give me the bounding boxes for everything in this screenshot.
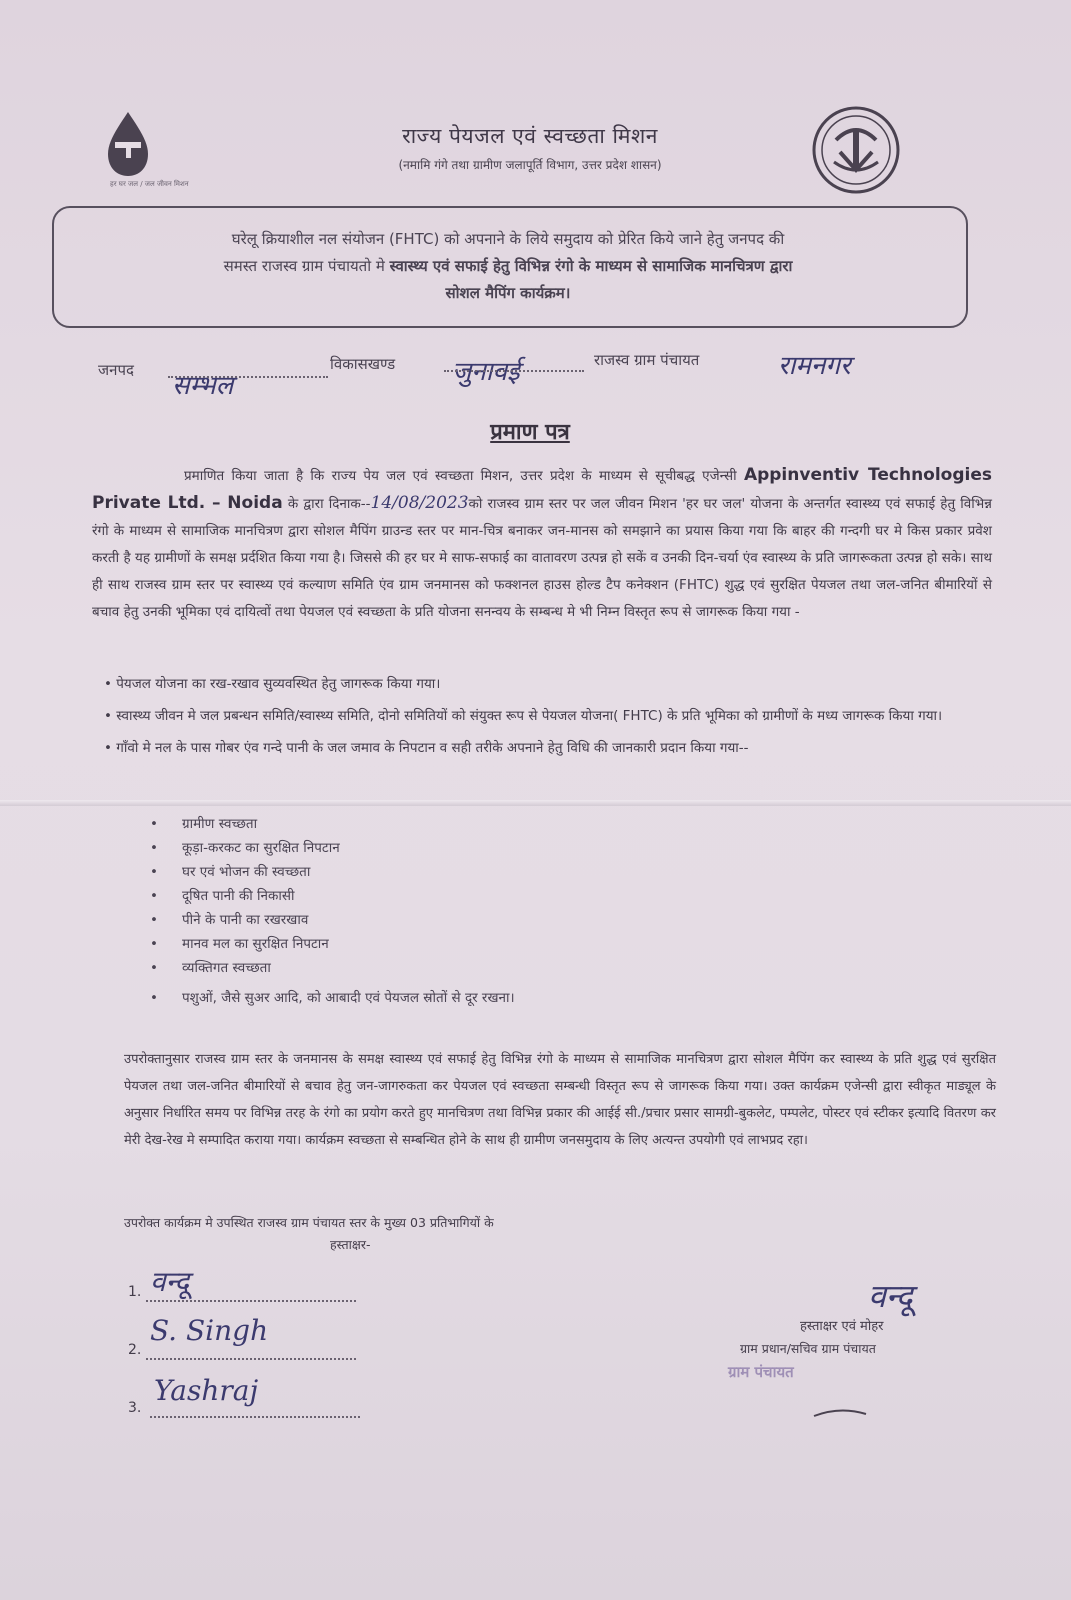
body-rest: को राजस्व ग्राम स्तर पर जल जीवन मिशन 'हर घर जल' योजना के अन्तर्गत स्वास्थ्य एवं सफाई हेतु विभिन्न रंगो के माध्यम से सामाजिक मानचित्रण द्वारा सोशल मैपिंग ग्राउन्ड स्तर पर मान-चित्र बनाकर जन-मानस को समझाने का प्रयास किया गया कि बाहर की गन्दगी घर मे किस प्रकार प्रवेश करती है यह ग्रामीणों के समक्ष प्रर्दशित किया गया है। जिससे की हर घर मे साफ-सफाई का वातावरण उत्पन्न हो सकें व उनकी दिन-चर्या एंव स्वास्थ्य के प्रति जागरूकता उत्पन्न हो सके। साथ ही साथ राजस्व ग्राम स्तर पर स्वास्थ्य एवं कल्याण समिति एंव ग्राम जनमानस को फक्शनल हाउस होल्ड टैप कनेक्शन (FHTC) शुद्ध एवं सुरक्षित पेयजल तथा जल-जनित बीमारियों से बचाव हेतु उनकी भूमिका एवं दायित्वों तथा पेयजल एवं स्वच्छता के प्रति योजना सनन्वय के सम्बन्ध मे भी निम्न विस्तृत रूप से जागरूक किया गया - [92, 496, 992, 620]
banner-line-2-plain: समस्त राजस्व ग्राम पंचायतो मे [223, 257, 385, 275]
program-date: 14/08/2023 [370, 493, 469, 513]
banner-line-3: सोशल मैपिंग कार्यक्रम। [445, 284, 571, 302]
topic-item: • कूड़ा-करकट का सुरक्षित निपटान [150, 840, 340, 856]
village-panchayat-stamp: ग्राम पंचायत [728, 1363, 794, 1381]
mission-subtitle: (नमामि गंगे तथा ग्रामीण जलापूर्ति विभाग, उत्तर प्रदेश शासन) [398, 158, 662, 172]
district-value: सम्भल [172, 371, 234, 401]
pradhan-signature: वन्दू [868, 1277, 913, 1315]
topic-item: • पीने के पानी का रखरखाव [150, 912, 309, 928]
block-label: विकासखण्ड [330, 355, 396, 373]
signature-number-1: 1. [128, 1284, 142, 1300]
up-state-emblem [806, 100, 906, 200]
sign-stamp-label: हस्ताक्षर एवं मोहर [800, 1319, 884, 1334]
jal-jeevan-mission-logo [100, 108, 190, 198]
participants-caption-2: हस्ताक्षर- [330, 1237, 371, 1252]
topic-item: • पशुओं, जैसे सुअर आदि, को आबादी एवं पेयजल स्रोतों से दूर रखना। [150, 990, 515, 1006]
signature-dots-1 [146, 1300, 356, 1302]
pradhan-role: ग्राम प्रधान/सचिव ग्राम पंचायत [740, 1341, 876, 1356]
topic-item: • ग्रामीण स्वच्छता [150, 816, 258, 832]
signature-dots-2 [146, 1358, 356, 1360]
district-label: जनपद [98, 361, 134, 379]
closing-paragraph: उपरोक्तानुसार राजस्व ग्राम स्तर के जनमानस के समक्ष स्वास्थ्य एवं सफाई हेतु विभिन्न रंगो के माध्यम से सामाजिक मानचित्रण द्वारा सोशल मैपिंग कर स्वास्थ्य के प्रति शुद्ध एवं सुरक्षित पेयजल तथा जल-जनित बीमारियों से बचाव हेतु जन-जागरुकता कर पेयजल एवं स्वच्छता सम्बन्धी विस्तृत रूप से जागरूक किया गया। उक्त कार्यक्रम एजेन्सी द्वारा स्वीकृत माड्यूल के अनुसार निर्धारित समय पर विभिन्न तरह के रंगो का प्रयोग करते हुए मानचित्रण तथा विभिन्न प्रकार की आईई सी./प्रचार प्रसार सामग्री-बुकलेट, पम्पलेट, पोस्टर एवं स्टीकर इत्यादि वितरण कर मेरी देख-रेख मे सम्पादित कराया गया। कार्यक्रम स्वच्छता से सम्बन्धित होने के साथ ही ग्रामीण जनसमुदाय के लिए अत्यन्त उपयोगी एवं लाभप्रद रहा। [124, 1052, 996, 1148]
stamp-mark [810, 1404, 870, 1424]
signature-number-3: 3. [128, 1400, 142, 1416]
panchayat-label: राजस्व ग्राम पंचायत [594, 351, 700, 369]
bullet-item: • गाँवो मे नल के पास गोबर एंव गन्दे पानी के जल जमाव के निपटान व सही तरीके अपनाने हेतु विधि की जानकारी प्रदान किया गया-- [104, 740, 749, 756]
participant-signature-1: वन्दू [150, 1265, 190, 1298]
topic-item: • व्यक्तिगत स्वच्छता [150, 960, 271, 976]
certificate-title: प्रमाण पत्र [490, 420, 570, 445]
participant-signature-3: Yashraj [154, 1374, 259, 1407]
participants-caption: उपरोक्त कार्यक्रम मे उपस्थित राजस्व ग्राम पंचायत स्तर के मुख्य 03 प्रतिभागियों के [124, 1215, 494, 1230]
banner-line-1: घरेलू क्रियाशील नल संयोजन (FHTC) को अपनाने के लिये समुदाय को प्रेरित किये जाने हेतु जनपद की [231, 230, 785, 248]
topic-item: • घर एवं भोजन की स्वच्छता [150, 864, 311, 880]
participant-signature-2: S. Singh [150, 1314, 269, 1347]
logo-caption: हर घर जल / जल जीवन मिशन [110, 180, 189, 188]
agency-name: Appinventiv Technologies Private Ltd. – Noida [92, 465, 993, 513]
bullet-item: • पेयजल योजना का रख-रखाव सुव्यवस्थित हेतु जागरूक किया गया। [104, 676, 441, 692]
certificate-body [92, 462, 992, 626]
bullet-item: • स्वास्थ्य जीवन मे जल प्रबन्धन समिति/स्वास्थ्य समिति, दोनो समितियों को संयुक्त रूप से पेयजल योजना( FHTC) के प्रति भूमिका को ग्रामीणों के मध्य जागरूक किया गया। [104, 708, 943, 724]
block-dots [444, 370, 584, 372]
district-dots [168, 376, 328, 378]
mission-title: राज्य पेयजल एवं स्वच्छता मिशन [402, 124, 658, 148]
body-intro: प्रमाणित किया जाता है कि राज्य पेय जल एवं स्वच्छता मिशन, उत्तर प्रदेश के माध्यम से सूचीबद्ध एजेन्सी [184, 468, 737, 484]
topic-item: • मानव मल का सुरक्षित निपटान [150, 936, 329, 952]
panchayat-value: रामनगर [778, 351, 851, 381]
awareness-bullets [104, 668, 1004, 764]
banner-line-2-bold: स्वास्थ्य एवं सफाई हेतु विभिन्न रंगो के माध्यम से सामाजिक मानचित्रण द्वारा [389, 257, 793, 275]
program-banner-text [78, 226, 938, 307]
paper-fold [0, 800, 1071, 806]
block-value: जुनावई [452, 357, 520, 387]
body-date-prefix: के द्वारा दिनाक-- [287, 496, 371, 512]
sanitation-topics-list [150, 812, 515, 1010]
signature-dots-3 [150, 1416, 360, 1418]
topic-item: • दूषित पानी की निकासी [150, 888, 295, 904]
signature-number-2: 2. [128, 1342, 142, 1358]
